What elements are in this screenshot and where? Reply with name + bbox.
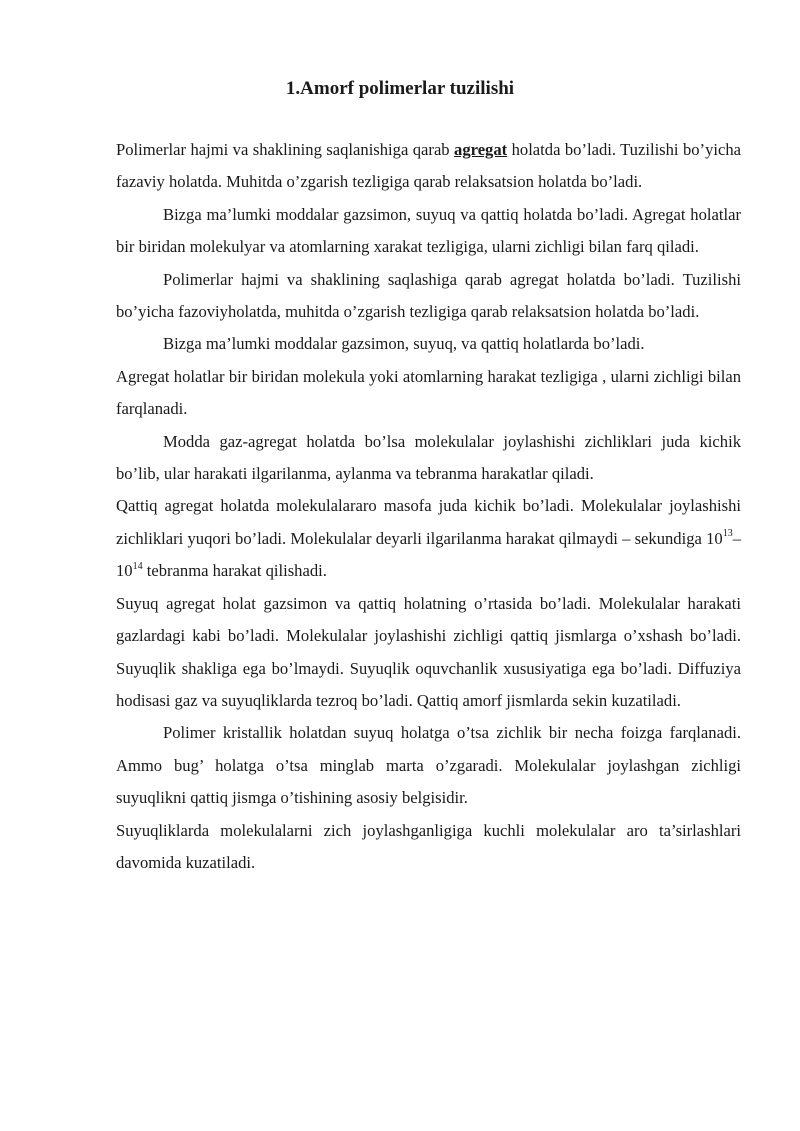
exponent-13: 13 (722, 528, 733, 540)
paragraph-6: Modda gaz-agregat holatda bo’lsa molekulalar joylashishi zichliklari juda kichik bo’lib, ular harakati ilgarilanma, aylanma va tebranma harakatlar qiladi. (116, 431, 741, 484)
paragraph-4: Bizga ma’lumki moddalar gazsimon, suyuq, va qattiq holatlarda bo’ladi. (163, 334, 645, 354)
range-dash: –10 (116, 528, 741, 581)
paragraph-1-text-end: holatda bo’ladi. Tuzilishi bo’yicha fazaviy holatda. Muhitda o’zgarish tezligiga qarab relaksatsion holatda bo’ladi. (116, 140, 742, 192)
paragraph-7 (116, 490, 741, 587)
paragraph-7-text-end: tebranma harakat qilishadi. (142, 561, 327, 581)
document-body (116, 134, 741, 879)
keyword-agregat: agregat (454, 140, 508, 159)
document-title: 1.Amorf polimerlar tuzilishi (285, 78, 515, 99)
paragraph-9: Polimer kristallik holatdan suyuq holatga o’tsa zichlik bir necha foizga farqlanadi. Ammo bug’ holatga o’tsa minglab marta o’zgaradi. Molekulalar joylashgan zichligi suyuqlikni qattiq jismga o’tishining asosiy belgisidir. (116, 723, 741, 808)
paragraph-1-text-start: Polimerlar hajmi va shaklining saqlanishiga qarab (116, 140, 455, 159)
paragraph-7-text-start: Qattiq agregat holatda molekulalararo masofa juda kichik bo’ladi. Molekulalar joylashishi zichliklari yuqori bo’ladi. Molekulalar deyarli ilgarilanma harakat qilmaydi – sekundiga 10 (116, 496, 741, 548)
paragraph-5: Agregat holatlar bir biridan molekula yoki atomlarning harakat tezligiga , ularni zichligi bilan farqlanadi. (116, 366, 741, 419)
paragraph-8: Suyuq agregat holat gazsimon va qattiq holatning o’rtasida bo’ladi. Molekulalar harakati gazlardagi kabi bo’ladi. Molekulalar joylashishi zichligi qattiq jismlarga o’xshash bo’ladi. Suyuqlik shakliga ega bo’lmaydi. Suyuqlik oquvchanlik xususiyatiga ega bo’ladi. Diffuziya hodisasi gaz va suyuqliklarda tezroq bo’ladi. Qattiq amorf jismlarda sekin kuzatiladi. (116, 593, 741, 710)
paragraph-1 (116, 134, 741, 199)
paragraph-2: Bizga ma’lumki moddalar gazsimon, suyuq va qattiq holatda bo’ladi. Agregat holatlar bir biridan molekulyar va atomlarning xarakat tezligiga, ularni zichligi bilan farq qiladi. (116, 204, 741, 257)
exponent-14: 14 (132, 560, 143, 572)
paragraph-10: Suyuqliklarda molekulalarni zich joylashganligiga kuchli molekulalar aro ta’sirlashlari davomida kuzatiladi. (116, 820, 741, 872)
paragraph-3: Polimerlar hajmi va shaklining saqlashiga qarab agregat holatda bo’ladi. Tuzilishi bo’yicha fazoviyholatda, muhitda o’zgarish tezligiga qarab relaksatsion holatda bo’ladi. (116, 269, 741, 322)
